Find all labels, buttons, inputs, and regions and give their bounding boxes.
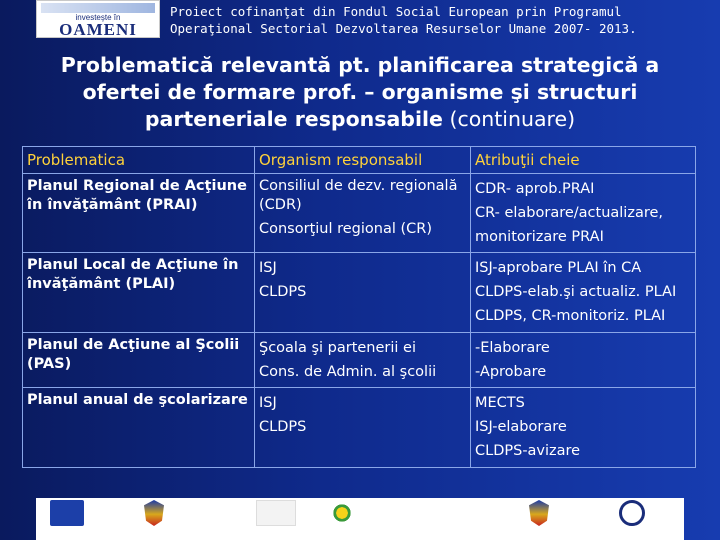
problem-cell: Planul anual de şcolarizare bbox=[23, 388, 255, 468]
project-line-2: Operaţional Sectorial Dezvoltarea Resurselor Umane 2007- 2013. bbox=[170, 21, 637, 36]
body-line: Cons. de Admin. al şcolii bbox=[259, 364, 437, 380]
header-problematica: Problematica bbox=[23, 147, 255, 174]
body-line: Consiliul de dezv. regională (CDR) bbox=[259, 178, 458, 213]
problem-cell: Planul Regional de Acţiune în învăţământ (PRAI) bbox=[23, 174, 255, 253]
table-header-row bbox=[23, 147, 696, 174]
responsibility-table bbox=[22, 146, 696, 468]
duty-line: -Aprobare bbox=[475, 364, 547, 380]
duty-line: CLDPS-elab.şi actualiz. PLAI bbox=[475, 284, 677, 300]
table-row bbox=[23, 174, 696, 253]
duty-line: CR- elaborare/actualizare, monitorizare PRAI bbox=[475, 205, 664, 245]
duty-line: CLDPS, CR-monitoriz. PLAI bbox=[475, 308, 666, 324]
logo-banner bbox=[41, 3, 155, 13]
body-line: CLDPS bbox=[259, 419, 307, 435]
logo-subtitle: investeşte în bbox=[75, 13, 121, 22]
header-atributii: Atribuţii cheie bbox=[471, 147, 696, 174]
eu-stars-icon bbox=[328, 500, 356, 526]
duty-line: CDR- aprob.PRAI bbox=[475, 181, 595, 197]
duty-line: ISJ-aprobare PLAI în CA bbox=[475, 260, 642, 276]
body-line: Consorţiul regional (CR) bbox=[259, 221, 433, 237]
duty-cell bbox=[471, 388, 696, 468]
duty-cell bbox=[471, 253, 696, 333]
duty-line: CLDPS-avizare bbox=[475, 443, 581, 459]
header-organism: Organism responsabil bbox=[255, 147, 471, 174]
body-cell bbox=[255, 333, 471, 388]
duty-line: ISJ-elaborare bbox=[475, 419, 567, 435]
duty-line: -Elaborare bbox=[475, 340, 550, 356]
title-line-1: Problematică relevantă pt. planificarea strategică a bbox=[60, 53, 660, 77]
logo-main-text: OAMENI bbox=[59, 20, 137, 39]
body-line: ISJ bbox=[259, 260, 277, 276]
duty-line: MECTS bbox=[475, 395, 525, 411]
title-line-3-normal: (continuare) bbox=[442, 107, 576, 131]
body-cell bbox=[255, 388, 471, 468]
project-funding-note bbox=[170, 3, 710, 37]
body-cell bbox=[255, 174, 471, 253]
investeste-in-oameni-logo bbox=[36, 0, 160, 38]
table-row bbox=[23, 253, 696, 333]
duty-cell bbox=[471, 333, 696, 388]
title-line-3-bold: parteneriale responsabile bbox=[144, 107, 443, 131]
university-seal-icon bbox=[619, 500, 645, 526]
title-line-3 bbox=[20, 106, 700, 133]
body-line: Şcoala şi partenerii ei bbox=[259, 340, 416, 356]
body-line: CLDPS bbox=[259, 284, 307, 300]
title-line-2: ofertei de formare prof. – organisme şi structuri bbox=[82, 80, 638, 104]
footer-logo-strip bbox=[36, 498, 684, 540]
table-row bbox=[23, 333, 696, 388]
romania-crest-icon bbox=[144, 500, 164, 526]
problem-cell: Planul de Acţiune al Şcolii (PAS) bbox=[23, 333, 255, 388]
eu-flag-icon bbox=[50, 500, 84, 526]
table-row bbox=[23, 388, 696, 468]
body-line: ISJ bbox=[259, 395, 277, 411]
fse-logo-icon bbox=[256, 500, 296, 526]
romania-crest-icon bbox=[529, 500, 549, 526]
duty-cell bbox=[471, 174, 696, 253]
project-line-1: Proiect cofinanţat din Fondul Social European prin Programul bbox=[170, 4, 622, 19]
slide-title bbox=[20, 52, 700, 133]
header-band bbox=[0, 0, 720, 42]
body-cell bbox=[255, 253, 471, 333]
problem-cell: Planul Local de Acţiune în învăţământ (PLAI) bbox=[23, 253, 255, 333]
